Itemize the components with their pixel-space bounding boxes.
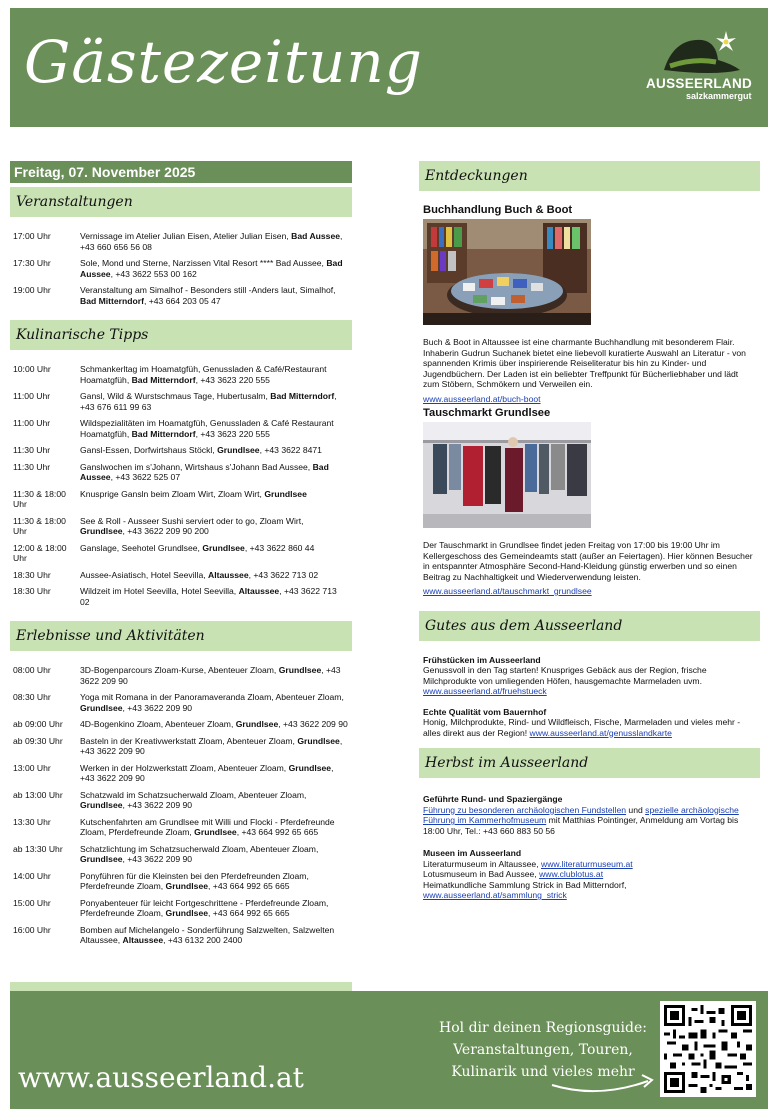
event-row (10, 719, 352, 730)
entdeckung-2-text: Der Tauschmarkt in Grundlsee findet jeden Freitag von 17:00 bis 19:00 Uhr im Kellergeschoss des Gemeindeamts statt (außer an Feiertagen). Hier können Besucher in entspannter Atmosphäre Second-Hand-Kleidung günstig erwerben und so einen Beitrag zu Nachhaltigkeit und Wiederverwendung leisten. (423, 540, 753, 582)
section-gutes-heading: Gutes aus dem Ausseerland (419, 611, 760, 641)
event-row (10, 586, 352, 607)
event-row (10, 462, 352, 483)
gutes-item-2-link[interactable]: www.ausseerland.at/genusslandkarte (529, 727, 672, 738)
tauschmarkt-photo (423, 422, 591, 528)
event-description (80, 665, 348, 686)
event-time: 18:30 Uhr (13, 569, 51, 580)
event-row (10, 736, 352, 757)
event-row (10, 817, 352, 838)
event-time: 11:30 Uhr (13, 445, 51, 455)
event-contact: , +43 3622 209 90 (80, 762, 334, 783)
event-text: Gansl, Wild & Wurstschmaus Tage, Hubertusalm, (80, 391, 271, 401)
event-contact: , +43 664 203 05 47 (143, 295, 221, 306)
event-contact: , +43 664 992 65 665 (208, 908, 290, 918)
event-contact: , +43 3622 713 02 (80, 586, 337, 607)
herbst-museen (423, 848, 756, 901)
event-time: 11:00 Uhr (13, 418, 51, 428)
herbst-museen-title: Museen im Ausseerland (423, 848, 522, 858)
event-text: Schatzlichtung im Schatzsucherwald Zloam, Abenteuer Zloam, (80, 843, 319, 854)
herbst-rund-tail: mit Matthias Pointinger, Anmeldung am Vortag bis 18:00 Uhr, Tel.: +43 660 883 50 56 (423, 815, 739, 836)
event-time: 13:30 Uhr (13, 816, 51, 827)
event-text: 4D-Bogenkino Zloam, Abenteuer Zloam, (80, 719, 236, 729)
footer-banner (10, 991, 768, 1109)
event-contact: , +43 3623 220 555 (195, 428, 270, 439)
bookshop-photo (423, 219, 591, 325)
event-text: Wildzeit im Hotel Seevilla, Hotel Seevilla, (80, 586, 239, 596)
footer-url[interactable]: www.ausseerland.at (18, 1061, 304, 1094)
event-place: Grundlsee (235, 719, 279, 729)
event-row (10, 665, 352, 686)
event-contact: , +43 3622 209 90 (122, 702, 193, 713)
promo-line-2: Veranstaltungen, Touren, (453, 1042, 633, 1058)
event-row (10, 231, 352, 252)
gutes-item (423, 655, 756, 697)
event-description (80, 462, 348, 483)
right-column (419, 161, 760, 911)
events-kulinarisch (10, 350, 352, 607)
event-place: Grundlsee (80, 526, 123, 536)
gutes-item-1-text: Genussvoll in den Tag starten! Knuspriges Gebäck aus der Region, frische Milchprodukte von umliegenden Höfen, hausgemachte Marmeladen uvm. (423, 665, 707, 686)
event-text: Veranstaltung am Simalhof - Besonders still -Anders laut, Simalhof, (80, 285, 336, 295)
event-time: 11:30 & 18:00 Uhr (13, 488, 66, 509)
event-place: Altaussee (122, 935, 164, 945)
event-row (10, 418, 352, 439)
qr-code[interactable] (660, 1001, 756, 1097)
event-description (80, 231, 348, 252)
event-place: Bad Aussee (80, 461, 329, 482)
event-place: Altaussee (238, 586, 280, 596)
event-row (10, 844, 352, 865)
event-row (10, 391, 352, 412)
event-description (80, 285, 348, 306)
event-time: 10:00 Uhr (13, 364, 51, 374)
event-time: 11:30 & 18:00 Uhr (13, 515, 66, 536)
event-description (80, 445, 348, 456)
event-time: 17:30 Uhr (13, 258, 51, 268)
herbst-rund-link-1[interactable]: Führung zu besonderen archäologischen Fundstellen (423, 804, 627, 815)
event-contact: , +43 3622 553 00 162 (110, 268, 197, 279)
events-erlebnisse (10, 651, 352, 946)
qr-code-icon (664, 1005, 752, 1093)
event-text: Wildspezialitäten im Hoamatgfüh, Genussladen & Café Restaurant Hoamatgfüh, (80, 418, 334, 439)
herbst-rund-und: und (626, 804, 646, 815)
event-place: Altaussee (208, 569, 249, 580)
event-text: Werken in der Holzwerkstatt Zloam, Abenteuer Zloam, (80, 762, 289, 773)
event-time: 12:00 & 18:00 Uhr (13, 542, 67, 563)
event-text: Knusprige Gansln beim Zloam Wirt, Zloam Wirt, (80, 488, 265, 499)
event-text: Aussee-Asiatisch, Hotel Seevilla, (80, 569, 209, 580)
event-contact: , +43 660 656 56 08 (80, 231, 343, 252)
event-time: 16:00 Uhr (13, 924, 51, 935)
entdeckung-1-text: Buch & Boot in Altaussee ist eine charmante Buchhandlung mit besonderem Flair. Inhaberin Gudrun Suchanek bietet eine liebevoll kuratierte Auswahl an Literatur - von spannenden Krimis über inspirierende Reiseliteratur bis hin zu Kinder- und Jugendbüchern. Der Laden ist ein beliebter Treffpunkt für Bücherliebhaber und lädt zum Stöbern, Schmökern und Verweilen ein. (423, 337, 746, 389)
event-description (80, 763, 348, 784)
event-row (10, 790, 352, 811)
event-contact: , +43 3622 713 02 (248, 569, 319, 580)
event-place: Grundlsee (217, 445, 260, 455)
herbst-rund-link-2[interactable]: spezielle archäologische Führung im Kammerhofmuseum (423, 804, 739, 825)
event-contact: , +43 6132 200 2400 (163, 935, 243, 945)
museum-2-text: Lotusmuseum in Bad Aussee, (423, 869, 540, 879)
event-text: Ponyabenteuer für leicht Fortgeschrittene - Pferdefreunde Zloam, Pferdefreunde Zloam, (80, 897, 329, 918)
event-text: Vernissage im Atelier Julian Eisen, Atelier Julian Eisen, (80, 231, 292, 241)
event-place: Grundlsee (165, 881, 209, 891)
event-time: 15:00 Uhr (13, 897, 51, 908)
event-place: Bad Aussee (291, 231, 341, 241)
event-row (10, 258, 352, 279)
event-time: ab 09:00 Uhr (13, 719, 63, 729)
event-time: 14:00 Uhr (13, 870, 51, 881)
event-time: 11:00 Uhr (13, 391, 51, 401)
event-description (80, 391, 348, 412)
event-contact: , +43 3622 525 07 (110, 472, 181, 482)
ausseerland-logo[interactable] (644, 30, 754, 110)
event-text: 3D-Bogenparcours Zloam-Kurse, Abenteuer Zloam, (80, 665, 279, 675)
event-row (10, 871, 352, 892)
event-place: Grundlsee (80, 800, 123, 810)
event-place: Grundlsee (194, 827, 237, 837)
event-place: Grundlsee (278, 665, 322, 675)
event-description (80, 871, 348, 892)
gutes-item-1-link[interactable]: www.ausseerland.at/fruehstueck (423, 686, 547, 696)
event-description (80, 844, 348, 865)
event-row (10, 925, 352, 946)
section-entdeckungen-heading: Entdeckungen (419, 161, 760, 191)
event-time: ab 13:00 Uhr (13, 789, 63, 800)
event-place: Grundlsee (202, 542, 245, 553)
museum-1-link[interactable]: www.literaturmuseum.at (540, 858, 633, 869)
section-kulinarisch-heading: Kulinarische Tipps (10, 320, 352, 350)
event-text: Ganslage, Seehotel Grundlsee, (80, 542, 203, 553)
event-place: Bad Mitterndorf (270, 391, 335, 401)
event-description (80, 736, 348, 757)
section-erlebnisse-heading: Erlebnisse und Aktivitäten (10, 621, 352, 651)
event-row (10, 692, 352, 713)
event-contact: , +43 3623 220 555 (195, 374, 270, 385)
herbst-block (419, 778, 760, 901)
event-place: Grundlsee (288, 762, 332, 773)
event-contact: , +43 3622 209 90 (80, 665, 341, 686)
promo-line-1: Hol dir deinen Regionsguide: (439, 1020, 647, 1036)
museum-3-text: Heimatkundliche Sammlung Strick in Bad Mitterndorf, (423, 879, 627, 890)
gutes-item-2-title: Echte Qualität vom Bauernhof (423, 706, 547, 717)
gutes-block (419, 641, 760, 739)
event-row (10, 364, 352, 385)
event-contact: , +43 664 992 65 665 (208, 881, 290, 891)
event-contact: , +43 3622 209 90 200 (122, 526, 209, 536)
event-contact: , +43 676 611 99 63 (80, 391, 337, 412)
event-row (10, 285, 352, 306)
logo-brand: AUSSEERLAND (646, 76, 753, 91)
event-row (10, 570, 352, 581)
event-place: Grundlsee (297, 735, 340, 746)
event-text: Kutschenfahrten am Grundlsee mit Willi und Flocki - Pferdefreunde Zloam, Pferdefreunde Zloam, (80, 816, 335, 837)
header-banner (10, 8, 768, 127)
event-time: 18:30 Uhr (13, 586, 51, 596)
event-row (10, 898, 352, 919)
section-veranstaltungen-heading: Veranstaltungen (10, 187, 352, 217)
gutes-item (423, 707, 756, 739)
event-time: 19:00 Uhr (13, 285, 51, 295)
museum-3-link[interactable]: www.ausseerland.at/sammlung_strick (423, 890, 567, 900)
event-time: 13:00 Uhr (13, 762, 51, 773)
entdeckung-2-link[interactable]: www.ausseerland.at/tauschmarkt_grundlsee (423, 586, 592, 596)
event-description (80, 817, 348, 838)
event-text: Ponyführen für die Kleinsten bei den Pferdefreunden Zloam, Pferdefreunde Zloam, (80, 870, 309, 891)
event-place: Grundlsee (80, 702, 123, 713)
event-text: Schmankerltag im Hoamatgfüh, Genussladen & Café/Restaurant Hoamatgfüh, (80, 364, 327, 385)
logo-sub: salzkammergut (686, 91, 752, 101)
event-text: Basteln in der Kreativwerkstatt Zloam, Abenteuer Zloam, (80, 735, 298, 746)
event-description (80, 692, 348, 713)
event-description (80, 516, 348, 537)
event-contact: , +43 3622 209 90 (80, 735, 343, 756)
event-row (10, 516, 352, 537)
event-description (80, 258, 348, 279)
event-contact: , +43 3622 860 44 (244, 542, 315, 553)
event-text: Sole, Mond und Sterne, Narzissen Vital Resort **** Bad Aussee, (80, 258, 327, 268)
event-description (80, 586, 348, 607)
event-description (80, 570, 348, 581)
event-row (10, 445, 352, 456)
arrow-icon (548, 1069, 658, 1099)
event-description (80, 543, 348, 564)
museum-1-text: Literaturmuseum in Altaussee, (423, 858, 541, 869)
gutes-item-1-title: Frühstücken im Ausseerland (423, 654, 541, 665)
event-description (80, 925, 348, 946)
event-row (10, 763, 352, 784)
entdeckung-2-title: Tauschmarkt Grundlsee (423, 407, 551, 419)
events-veranstaltungen (10, 217, 352, 306)
date-bar: Freitag, 07. November 2025 (10, 161, 352, 183)
event-place: Bad Mitterndorf (131, 428, 196, 439)
event-place: Grundlsee (80, 854, 123, 864)
event-row (10, 489, 352, 510)
herbst-rund (423, 794, 756, 836)
event-contact: , +43 3622 209 90 (122, 800, 193, 810)
event-time: 08:00 Uhr (13, 665, 51, 675)
event-time: ab 13:30 Uhr (13, 843, 63, 854)
event-place: Bad Mitterndorf (80, 295, 144, 306)
event-time: 08:30 Uhr (13, 692, 51, 702)
museum-2-link[interactable]: www.clublotus.at (539, 869, 604, 879)
event-row (10, 543, 352, 564)
event-text: See & Roll - Ausseer Sushi serviert oder to go, Zloam Wirt, (80, 515, 304, 526)
event-text: Ganslwochen im s'Johann, Wirtshaus s'Johann Bad Aussee, (80, 461, 313, 472)
event-contact: , +43 3622 209 90 (278, 719, 348, 729)
event-text: Schatzwald im Schatzsucherwald Zloam, Abenteuer Zloam, (80, 789, 307, 800)
event-description (80, 364, 348, 385)
footer-strip (10, 982, 352, 991)
event-place: Bad Aussee (80, 258, 343, 279)
event-contact: , +43 3622 209 90 (122, 854, 193, 864)
hat-icon (654, 30, 744, 78)
page-title: Gästezeitung (24, 28, 423, 96)
event-text: Gansl-Essen, Dorfwirtshaus Stöckl, (80, 445, 218, 455)
event-description (80, 489, 348, 510)
entdeckung-1-link[interactable]: www.ausseerland.at/buch-boot (423, 393, 541, 404)
herbst-rund-title: Geführte Rund- und Spaziergänge (423, 794, 563, 804)
event-text: Bomben auf Michelangelo - Sonderführung Salzwelten, Salzwelten Altaussee, (80, 924, 335, 945)
gutes-item-2-text: Honig, Milchprodukte, Rind- und Wildfleisch, Fische, Marmeladen und vieles mehr - alles direkt aus der Region! (423, 717, 741, 738)
event-description (80, 418, 348, 439)
event-time: ab 09:30 Uhr (13, 735, 63, 746)
entdeckungen-block (419, 204, 760, 597)
event-description (80, 790, 348, 811)
section-herbst-heading: Herbst im Ausseerland (419, 748, 760, 778)
event-contact: , +43 3622 8471 (259, 445, 322, 455)
event-place: Grundlsee (165, 908, 209, 918)
event-text: Yoga mit Romana in der Panoramaveranda Zloam, Abenteuer Zloam, (80, 692, 344, 702)
event-contact: , +43 664 992 65 665 (236, 827, 319, 837)
event-place: Grundlsee (264, 488, 307, 499)
promo-line-3: Kulinarik und vieles mehr (451, 1064, 635, 1080)
left-column (10, 161, 352, 952)
event-description (80, 898, 348, 919)
event-description (80, 719, 348, 730)
entdeckung-1-title: Buchhandlung Buch & Boot (423, 204, 573, 216)
event-time: 11:30 Uhr (13, 461, 51, 472)
event-place: Bad Mitterndorf (131, 374, 196, 385)
event-time: 17:00 Uhr (13, 231, 51, 241)
